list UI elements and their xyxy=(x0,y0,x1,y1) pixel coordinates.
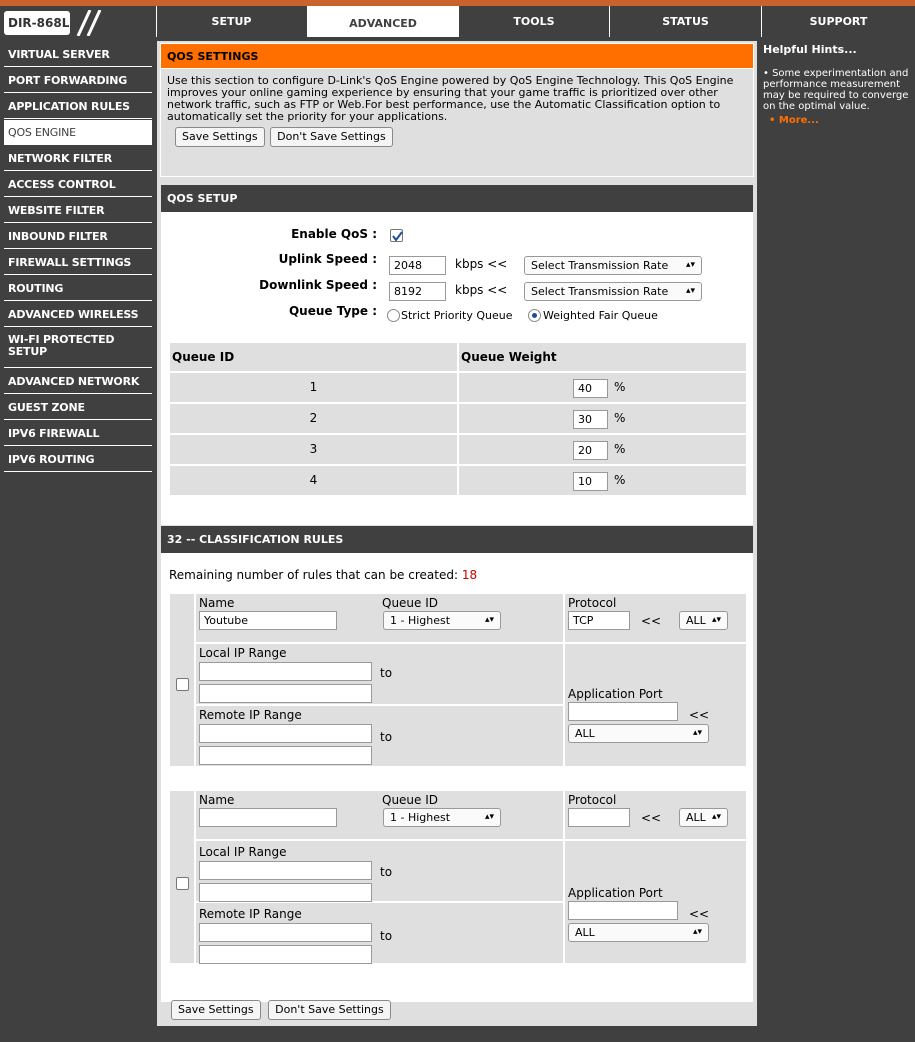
queue-weight-input[interactable]: 20 xyxy=(573,441,608,460)
sidebar-item-guest-zone[interactable]: GUEST ZONE xyxy=(4,395,152,420)
to-label: to xyxy=(380,929,393,943)
top-button-row xyxy=(161,123,753,147)
select-arrows-icon: ▴▾ xyxy=(685,286,695,296)
rule-2-protocol-cell xyxy=(564,790,747,840)
rule-protocol-label: Protocol xyxy=(568,596,617,610)
select-arrows-icon: ▴▾ xyxy=(711,615,721,625)
model-logo xyxy=(4,11,148,36)
queue-id: 4 xyxy=(309,473,318,487)
queue-row-4-weight-cell xyxy=(458,465,747,496)
weighted-fair-label: Weighted Fair Queue xyxy=(543,309,658,322)
rule-2-local-ip-start[interactable] xyxy=(199,861,372,880)
dont-save-settings-button-top[interactable]: Don't Save Settings xyxy=(270,127,393,147)
queue-row-3-weight-cell xyxy=(458,434,747,465)
qos-settings-description: Use this section to configure D-Link's QoS Engine powered by QoS Engine Technology. This QoS Engine improves your online gaming experience by ensuring that your game traffic is prioritized over other network traffic, such as FTP or Web.For best performance, use the Automatic Classification option to automatically set the priority for your applications. xyxy=(167,74,734,123)
local-ip-label: Local IP Range xyxy=(199,845,287,859)
remote-ip-label: Remote IP Range xyxy=(199,708,302,722)
sidebar-item-application-rules[interactable]: APPLICATION RULES xyxy=(4,94,152,119)
queue-row-1-id-cell xyxy=(169,372,458,403)
app-port-label: Application Port xyxy=(568,886,663,900)
rule-1-checkbox[interactable] xyxy=(176,678,189,691)
rule-1-protocol-select[interactable] xyxy=(679,611,728,630)
hints-body: • Some experimentation and performance measurement may be required to converge on the optimal value. xyxy=(763,68,909,112)
rule-2-queue-select[interactable] xyxy=(383,808,501,827)
sidebar-item-access-control[interactable]: ACCESS CONTROL xyxy=(4,172,152,197)
percent-label: % xyxy=(614,473,626,487)
queue-row-2-id-cell xyxy=(169,403,458,434)
queue-row-2-weight-cell xyxy=(458,403,747,434)
to-label: to xyxy=(380,865,393,879)
sidebar-item-inbound-filter[interactable]: INBOUND FILTER xyxy=(4,224,152,249)
rule-1-name-input[interactable]: Youtube xyxy=(199,611,337,630)
remaining-rules-text xyxy=(169,568,477,582)
rule-1-queue-select-value: 1 - Highest xyxy=(390,614,451,627)
rule-1-checkbox-cell xyxy=(169,593,195,767)
rule-2-local-ip-cell xyxy=(195,840,564,902)
slash-logo-icon xyxy=(70,10,104,36)
sidebar xyxy=(4,42,152,473)
qos-setup-section xyxy=(160,184,754,554)
bottom-button-row xyxy=(171,1000,391,1020)
rule-2-local-ip-end[interactable] xyxy=(199,883,372,902)
enable-qos-label: Enable QoS : xyxy=(291,227,377,241)
uplink-speed-label: Uplink Speed : xyxy=(278,252,377,266)
uplink-rate-select-value: Select Transmission Rate xyxy=(531,259,669,272)
rule-2-name-input[interactable] xyxy=(199,808,337,827)
rule-1-protocol-select-value: ALL xyxy=(686,614,706,627)
queue-row-3-id-cell xyxy=(169,434,458,465)
percent-label: % xyxy=(614,442,626,456)
uplink-kbps-label: kbps << xyxy=(455,257,508,271)
sidebar-item-routing[interactable]: ROUTING xyxy=(4,276,152,301)
select-arrows-icon: ▴▾ xyxy=(685,260,695,270)
tab-setup[interactable]: SETUP xyxy=(156,6,306,37)
hints-title: Helpful Hints... xyxy=(763,43,857,56)
rule-1-queue-select[interactable] xyxy=(383,611,501,630)
to-label: to xyxy=(380,730,393,744)
remaining-rules-value: 18 xyxy=(461,568,478,582)
classification-rules-title: 32 -- CLASSIFICATION RULES xyxy=(161,526,753,553)
rule-2-remote-ip-cell xyxy=(195,902,564,964)
rule-1-name-cell xyxy=(195,593,564,643)
downlink-speed-label: Downlink Speed : xyxy=(259,278,377,292)
sidebar-item-advanced-network[interactable]: ADVANCED NETWORK xyxy=(4,369,152,394)
strict-priority-label: Strict Priority Queue xyxy=(401,309,513,322)
tab-advanced[interactable]: ADVANCED xyxy=(307,6,458,37)
queue-id: 2 xyxy=(309,411,318,425)
rule-1-protocol-input[interactable]: TCP xyxy=(568,611,630,630)
select-arrows-icon: ▴▾ xyxy=(484,812,494,822)
queue-type-label: Queue Type : xyxy=(288,304,377,318)
uplink-speed-input[interactable]: 2048 xyxy=(389,256,446,275)
queue-id: 3 xyxy=(309,442,318,456)
rule-1-remote-ip-start[interactable] xyxy=(199,724,372,743)
hints-more-link[interactable]: • More... xyxy=(769,115,819,126)
select-arrows-icon: ▴▾ xyxy=(484,615,494,625)
rule-1-local-ip-end[interactable] xyxy=(199,684,372,703)
qos-settings-title: QOS SETTINGS xyxy=(161,44,753,69)
queue-weight-input[interactable]: 10 xyxy=(573,472,608,491)
rule-1-remote-ip-end[interactable] xyxy=(199,746,372,765)
rule-2-remote-ip-start[interactable] xyxy=(199,923,372,942)
remaining-rules-label: Remaining number of rules that can be created: xyxy=(169,568,459,582)
rule-name-label: Name xyxy=(199,793,235,807)
rule-1-local-ip-start[interactable] xyxy=(199,662,372,681)
downlink-rate-select[interactable] xyxy=(524,282,702,301)
queue-weight-header: Queue Weight xyxy=(458,342,747,372)
queue-weight-input[interactable]: 30 xyxy=(573,410,608,429)
dont-save-settings-button-bottom[interactable]: Don't Save Settings xyxy=(268,1000,391,1020)
rule-2-port-arrows: << xyxy=(689,907,710,921)
sidebar-item-wifi-protected-setup[interactable]: WI-FI PROTECTED SETUP xyxy=(4,328,152,368)
queue-weight-input[interactable]: 40 xyxy=(573,379,608,398)
app-port-label: Application Port xyxy=(568,687,663,701)
qos-settings-section xyxy=(160,43,754,177)
rule-1-remote-ip-cell xyxy=(195,705,564,767)
enable-qos-checkbox[interactable] xyxy=(390,229,403,242)
rule-1-app-port-input[interactable] xyxy=(568,702,678,721)
model-name: DIR-868L xyxy=(4,11,70,35)
percent-label: % xyxy=(614,380,626,394)
sidebar-item-ipv6-firewall[interactable]: IPV6 FIREWALL xyxy=(4,421,152,446)
rule-2-checkbox-cell xyxy=(169,790,195,964)
tab-support[interactable]: SUPPORT xyxy=(761,6,915,37)
downlink-kbps-label: kbps << xyxy=(455,283,508,297)
sidebar-item-port-forwarding[interactable]: PORT FORWARDING xyxy=(4,68,152,93)
rule-queue-id-label: Queue ID xyxy=(382,793,439,807)
rule-1-local-ip-cell xyxy=(195,643,564,705)
select-arrows-icon: ▴▾ xyxy=(692,728,702,738)
qos-setup-title: QOS SETUP xyxy=(161,185,753,212)
queue-id-header: Queue ID xyxy=(169,342,458,372)
rule-2-protocol-select-value: ALL xyxy=(686,811,706,824)
rule-1-port-arrows: << xyxy=(689,708,710,722)
main-content xyxy=(157,41,757,1026)
rule-2-app-port-input[interactable] xyxy=(568,901,678,920)
sidebar-item-advanced-wireless[interactable]: ADVANCED WIRELESS xyxy=(4,302,152,327)
weighted-fair-radio[interactable] xyxy=(528,309,541,322)
footer-bar xyxy=(0,1026,915,1042)
sidebar-item-ipv6-routing[interactable]: IPV6 ROUTING xyxy=(4,447,152,472)
sidebar-item-firewall-settings[interactable]: FIREWALL SETTINGS xyxy=(4,250,152,275)
percent-label: % xyxy=(614,411,626,425)
uplink-rate-select[interactable] xyxy=(524,256,702,275)
select-arrows-icon: ▴▾ xyxy=(711,812,721,822)
rule-2-queue-select-value: 1 - Highest xyxy=(390,811,451,824)
rule-1-app-port-select[interactable] xyxy=(568,724,709,743)
tab-tools[interactable]: TOOLS xyxy=(458,6,609,37)
sidebar-item-website-filter[interactable]: WEBSITE FILTER xyxy=(4,198,152,223)
rule-2-protocol-arrows: << xyxy=(641,811,662,825)
rule-1-app-port-select-value: ALL xyxy=(575,727,595,740)
checkmark-icon xyxy=(391,230,404,243)
downlink-speed-input[interactable]: 8192 xyxy=(389,282,446,301)
rule-2-remote-ip-end[interactable] xyxy=(199,945,372,964)
select-arrows-icon: ▴▾ xyxy=(692,927,702,937)
rule-2-checkbox[interactable] xyxy=(176,877,189,890)
save-settings-button-top[interactable]: Save Settings xyxy=(175,127,265,147)
tab-status[interactable]: STATUS xyxy=(609,6,761,37)
queue-row-1-weight-cell xyxy=(458,372,747,403)
rule-2-app-port-cell xyxy=(564,840,747,964)
helpful-hints-panel xyxy=(761,41,911,126)
queue-row-4-id-cell xyxy=(169,465,458,496)
rule-2-name-cell xyxy=(195,790,564,840)
rule-2-app-port-select[interactable] xyxy=(568,923,709,942)
rule-1-app-port-cell xyxy=(564,643,747,767)
sidebar-item-network-filter[interactable]: NETWORK FILTER xyxy=(4,146,152,171)
to-label: to xyxy=(380,666,393,680)
strict-priority-radio[interactable] xyxy=(387,309,400,322)
classification-rules-section xyxy=(160,525,754,1003)
sidebar-item-qos-engine[interactable]: QOS ENGINE xyxy=(4,120,152,145)
rule-2-protocol-select[interactable] xyxy=(679,808,728,827)
rule-2-app-port-select-value: ALL xyxy=(575,926,595,939)
sidebar-item-virtual-server[interactable]: VIRTUAL SERVER xyxy=(4,42,152,67)
rule-1-protocol-cell xyxy=(564,593,747,643)
rule-queue-id-label: Queue ID xyxy=(382,596,439,610)
rule-protocol-label: Protocol xyxy=(568,793,617,807)
rule-2-protocol-input[interactable] xyxy=(568,808,630,827)
rule-name-label: Name xyxy=(199,596,235,610)
remote-ip-label: Remote IP Range xyxy=(199,907,302,921)
save-settings-button-bottom[interactable]: Save Settings xyxy=(171,1000,261,1020)
rule-1-protocol-arrows: << xyxy=(641,614,662,628)
downlink-rate-select-value: Select Transmission Rate xyxy=(531,285,669,298)
top-header xyxy=(0,6,915,37)
queue-id: 1 xyxy=(309,380,318,394)
local-ip-label: Local IP Range xyxy=(199,646,287,660)
